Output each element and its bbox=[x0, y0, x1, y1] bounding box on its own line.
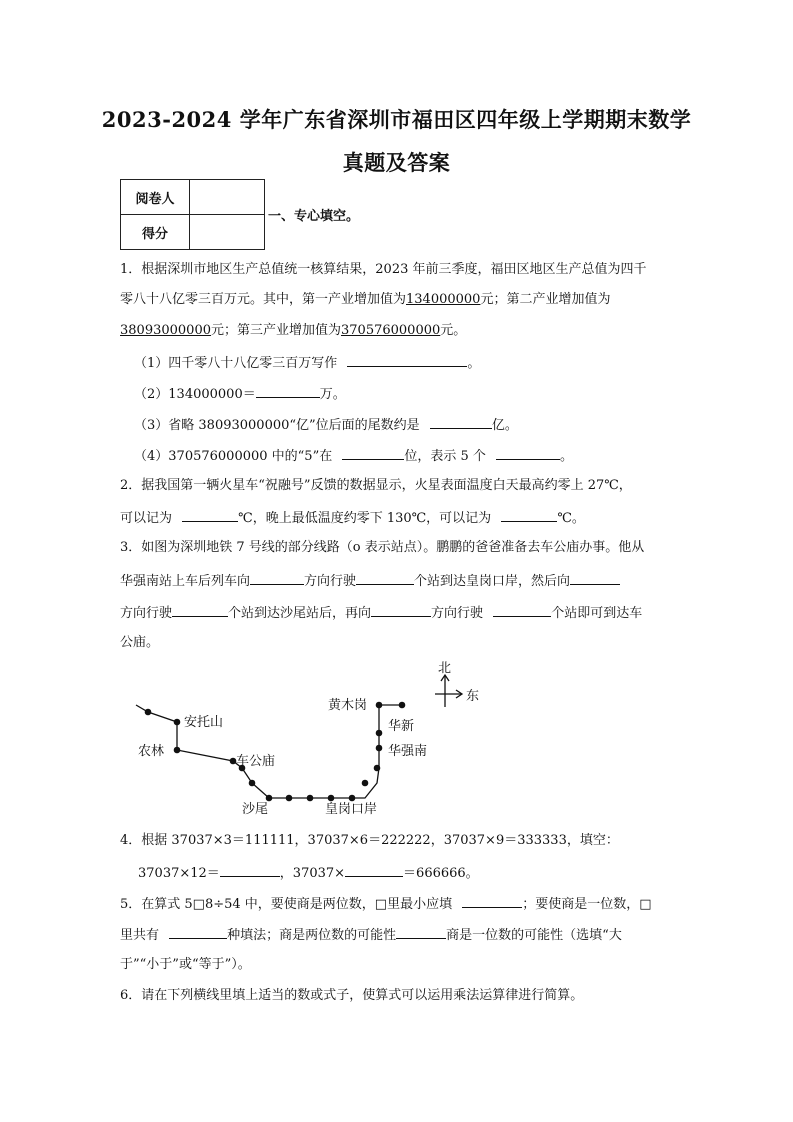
q1-sub3-end: 亿。 bbox=[491, 418, 518, 433]
q1-sub3-text: （3）省略 38093000000“亿”位后面的尾数约是 bbox=[134, 418, 420, 433]
q1-text: 元；第三产业增加值为 bbox=[210, 323, 341, 338]
q3-line4: 公庙。 bbox=[120, 635, 160, 650]
answer-blank[interactable] bbox=[172, 604, 228, 617]
q2-text: ℃。 bbox=[557, 511, 585, 526]
q1-sub2-end: 万。 bbox=[319, 387, 346, 402]
q4-text: 37037×12＝ bbox=[138, 866, 220, 881]
station-dot bbox=[307, 795, 314, 802]
q2-text: ℃，晚上最低温度约零下 130℃，可以记为 bbox=[238, 511, 492, 526]
compass-east: 东 bbox=[466, 689, 480, 704]
q4-line2 bbox=[138, 864, 479, 882]
q1-sub2 bbox=[134, 385, 346, 403]
station-dot bbox=[328, 795, 335, 802]
q1-value-primary: 134000000 bbox=[406, 292, 481, 307]
q1-line3 bbox=[120, 323, 466, 339]
q3-text: 个站即可到达车 bbox=[551, 606, 643, 621]
q5-line3: 于”“小于”或“等于”）。 bbox=[120, 957, 251, 972]
compass-north: 北 bbox=[438, 661, 452, 676]
q2-line2 bbox=[120, 509, 585, 527]
answer-blank[interactable] bbox=[250, 572, 304, 585]
score-table bbox=[120, 179, 265, 250]
score-label: 得分 bbox=[121, 215, 190, 250]
answer-blank[interactable] bbox=[342, 447, 404, 460]
answer-blank[interactable] bbox=[220, 864, 280, 877]
q1-sub1-text: （1）四千零八十八亿零三百万写作 bbox=[134, 356, 338, 371]
station-label: 农林 bbox=[138, 744, 165, 759]
q1-sub3 bbox=[134, 416, 518, 434]
q5-line1 bbox=[120, 895, 652, 913]
q3-text: 个站到达沙尾站后，再向 bbox=[228, 606, 372, 621]
answer-blank[interactable] bbox=[347, 354, 467, 367]
page-title-line1: 2023-2024 学年广东省深圳市福田区四年级上学期期末数学 bbox=[101, 107, 692, 132]
station-dot bbox=[286, 795, 293, 802]
answer-blank[interactable] bbox=[356, 572, 414, 585]
station-dot bbox=[374, 765, 381, 772]
page-title-line2: 真题及答案 bbox=[342, 150, 451, 175]
q2-line1: 2．据我国第一辆火星车“祝融号”反馈的数据显示，火星表面温度白天最高约零上 27℃， bbox=[120, 478, 632, 493]
q1-sub4 bbox=[134, 447, 573, 465]
compass-icon bbox=[435, 675, 462, 707]
station-dot bbox=[399, 702, 406, 709]
station-label: 车公庙 bbox=[236, 754, 276, 769]
q5-text: 商是一位数的可能性（选填“大 bbox=[446, 928, 622, 943]
q1-sub4-text: （4）370576000000 中的“5”在 bbox=[134, 449, 333, 464]
q3-text: 华强南站上车后列车向 bbox=[120, 574, 251, 589]
answer-blank[interactable] bbox=[430, 416, 492, 429]
station-label: 黄木岗 bbox=[328, 698, 368, 713]
answer-blank[interactable] bbox=[371, 604, 431, 617]
answer-blank[interactable] bbox=[396, 926, 446, 939]
station-dot bbox=[362, 780, 369, 787]
q1-text: 零八十八亿零三百万元。其中，第一产业增加值为 bbox=[120, 292, 407, 307]
station-dot bbox=[174, 747, 181, 754]
q3-line3 bbox=[120, 604, 642, 622]
station-label: 安托山 bbox=[184, 715, 224, 730]
q2-text: 可以记为 bbox=[120, 511, 173, 526]
q3-line2 bbox=[120, 572, 620, 590]
answer-blank[interactable] bbox=[570, 572, 620, 585]
answer-blank[interactable] bbox=[501, 509, 557, 522]
q1-value-secondary: 38093000000 bbox=[120, 323, 211, 338]
q4-line1: 4．根据 37037×3＝111111，37037×6＝222222，37037×9＝333333，填空： bbox=[120, 833, 619, 848]
station-dot bbox=[376, 730, 383, 737]
q1-text: 元。 bbox=[440, 323, 467, 338]
score-cell bbox=[190, 215, 265, 250]
q3-text: 个站到达皇岗口岸，然后向 bbox=[414, 574, 571, 589]
q4-text: ，37037× bbox=[279, 866, 346, 881]
section-heading: 一、专心填空。 bbox=[268, 209, 360, 224]
answer-blank[interactable] bbox=[256, 385, 320, 398]
station-label: 华新 bbox=[388, 719, 415, 734]
q5-text: ；要使商是一位数，□ bbox=[522, 897, 652, 912]
answer-blank[interactable] bbox=[169, 926, 227, 939]
station-label: 沙尾 bbox=[242, 802, 269, 817]
q1-sub1 bbox=[134, 354, 480, 372]
q5-line2 bbox=[120, 926, 622, 944]
q3-text: 方向行驶 bbox=[304, 574, 357, 589]
q1-line2 bbox=[120, 292, 610, 308]
q1-sub4-mid: 位，表示 5 个 bbox=[404, 449, 486, 464]
q1-sub4-end: 。 bbox=[560, 449, 574, 464]
station-dot bbox=[376, 702, 383, 709]
answer-blank[interactable] bbox=[493, 604, 551, 617]
station-label: 皇岗口岸 bbox=[325, 802, 378, 817]
q1-sub2-text: （2）134000000＝ bbox=[134, 387, 256, 402]
station-dot bbox=[249, 780, 256, 787]
q1-text: 元；第二产业增加值为 bbox=[480, 292, 611, 307]
metro-map bbox=[120, 655, 500, 825]
reviewer-cell bbox=[190, 180, 265, 215]
q1-sub1-end: 。 bbox=[467, 356, 481, 371]
station-dot bbox=[174, 719, 181, 726]
q3-text: 方向行驶 bbox=[120, 606, 173, 621]
station-dot bbox=[145, 709, 152, 716]
answer-blank[interactable] bbox=[496, 447, 560, 460]
station-dot bbox=[266, 795, 273, 802]
answer-blank[interactable] bbox=[345, 864, 403, 877]
q1-line1: 1．根据深圳市地区生产总值统一核算结果，2023 年前三季度，福田区地区生产总值为四千 bbox=[120, 262, 647, 277]
q3-line1: 3．如图为深圳地铁 7 号线的部分线路（o 表示站点）。鹏鹏的爸爸准备去车公庙办事。他从 bbox=[120, 540, 645, 555]
station-dot bbox=[376, 745, 383, 752]
q1-value-tertiary: 370576000000 bbox=[341, 323, 441, 338]
q5-text: 种填法；商是两位数的可能性 bbox=[227, 928, 397, 943]
q5-text: 里共有 bbox=[120, 928, 160, 943]
q3-text: 方向行驶 bbox=[431, 606, 484, 621]
station-label: 华强南 bbox=[388, 744, 428, 759]
station-dot bbox=[349, 795, 356, 802]
q6-line1: 6．请在下列横线里填上适当的数或式子，使算式可以运用乘法运算律进行简算。 bbox=[120, 988, 584, 1003]
answer-blank[interactable] bbox=[462, 895, 522, 908]
q4-text: ＝666666。 bbox=[403, 866, 479, 881]
q5-text: 5．在算式 5□8÷54 中，要使商是两位数，□里最小应填 bbox=[120, 897, 453, 912]
reviewer-label: 阅卷人 bbox=[121, 180, 190, 215]
answer-blank[interactable] bbox=[182, 509, 238, 522]
